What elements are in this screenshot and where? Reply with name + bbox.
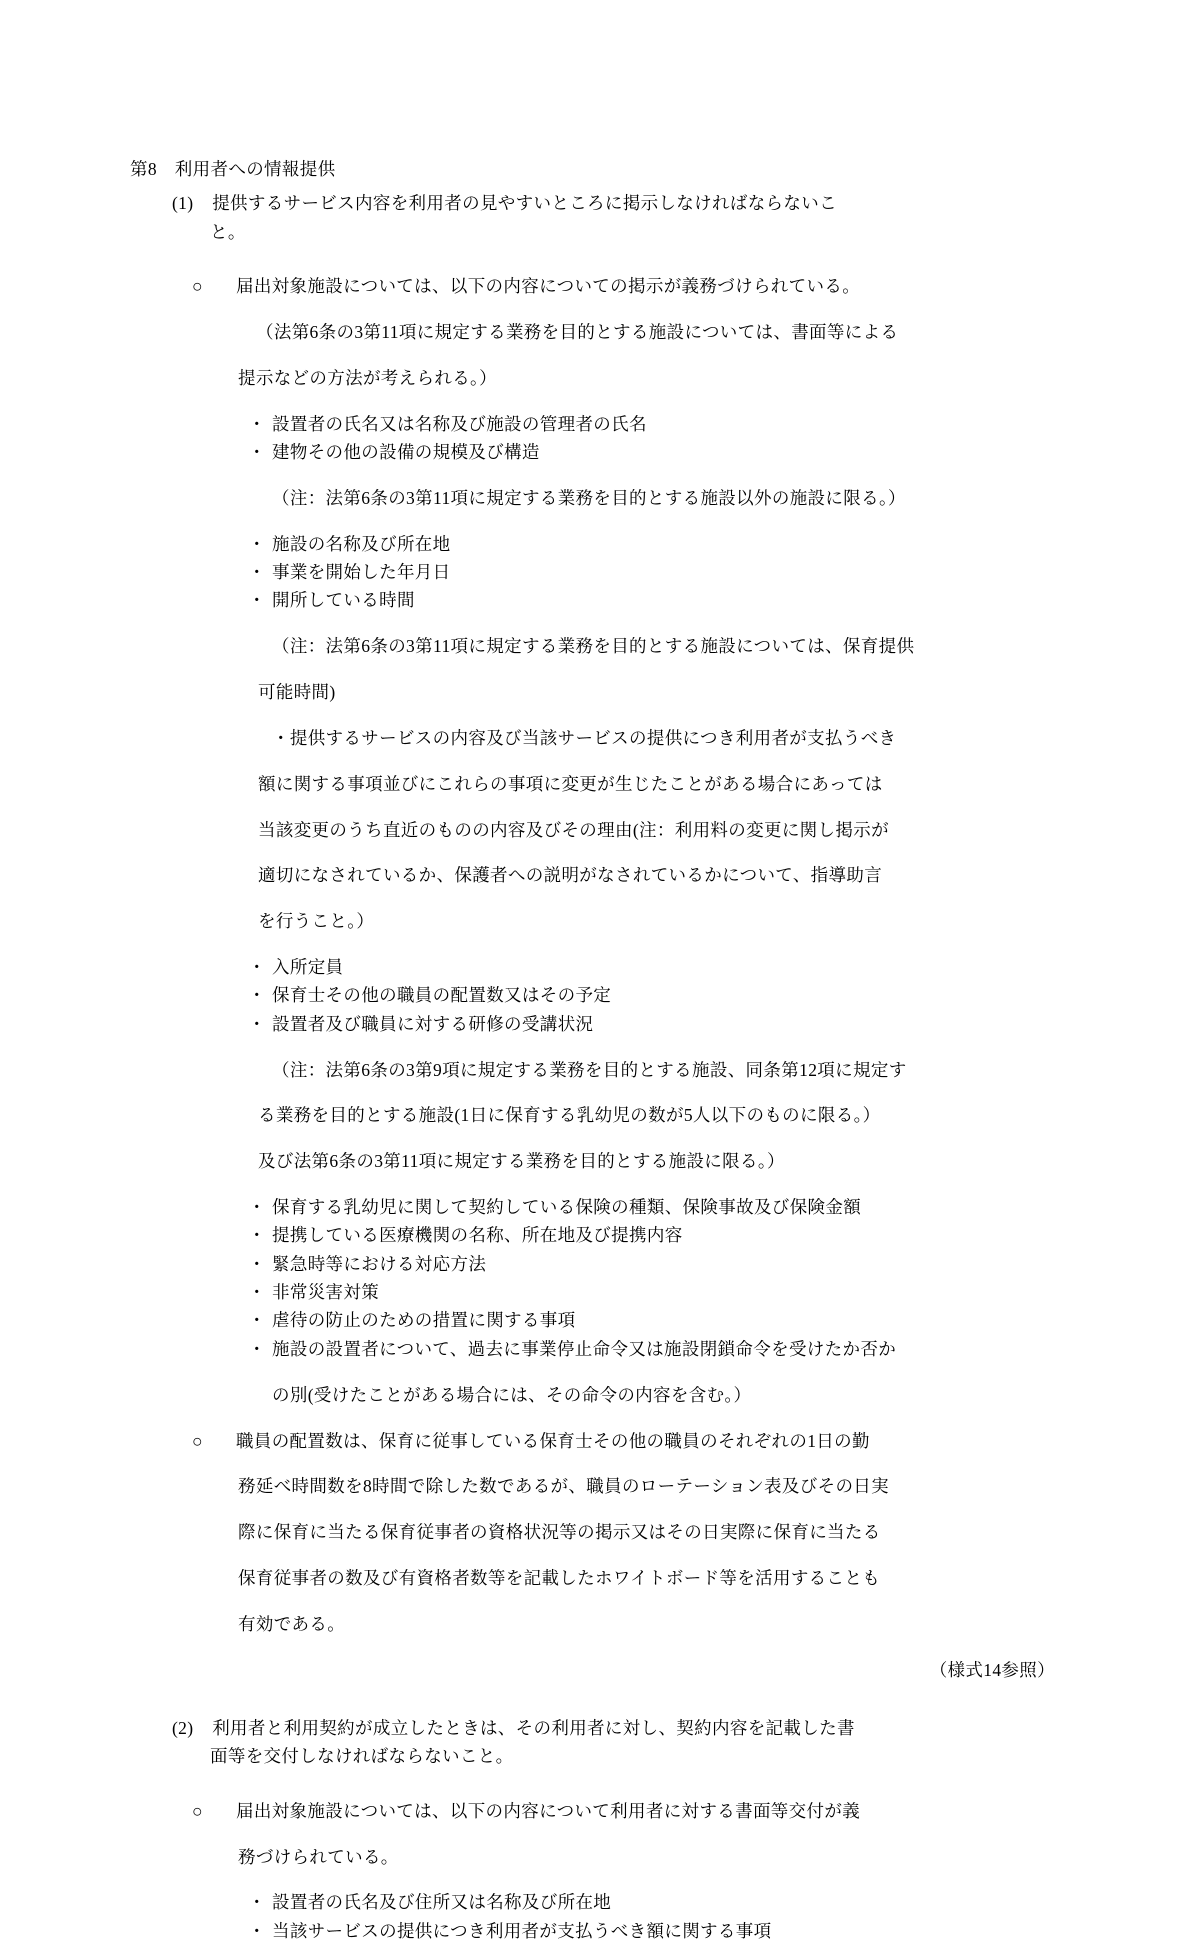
clause-1-note-2b: 可能時間)	[258, 681, 336, 702]
clause-2-lead-2: 務づけられている。	[238, 1846, 399, 1867]
list-item: ・ 設置者の氏名又は名称及び施設の管理者の氏名	[250, 410, 1061, 438]
clause-1-second-2: 務延べ時間数を8時間で除した数であるが、職員のローテーション表及びその日実	[238, 1476, 889, 1497]
list-item: ・ 施設の名称及び所在地	[250, 530, 1061, 558]
clause-1-line-2: と。	[210, 221, 246, 242]
clause-2-number: (2)	[172, 1718, 194, 1739]
clause-1-inner-3: 当該変更のうち直近のものの内容及びその理由(注：利用料の変更に関し掲示が	[258, 819, 889, 840]
page-title: 第8 利用者への情報提供	[130, 159, 336, 179]
clause-2-line-2: 面等を交付しなければならないこと。	[210, 1746, 514, 1767]
clause-1-inner-2: 額に関する事項並びにこれらの事項に変更が生じたことがある場合にあっては	[258, 773, 883, 794]
clause-1-lead-3: 提示などの方法が考えられる。）	[238, 367, 497, 388]
list-item: ・ 虐待の防止のための措置に関する事項	[250, 1306, 1061, 1334]
clause-1-second-5: 有効である。	[238, 1613, 346, 1634]
clause-1-inner-4: 適切になされているか、保護者への説明がなされているかについて、指導助言	[258, 865, 883, 886]
clause-1-note-3c: 及び法第6条の3第11項に規定する業務を目的とする施設に限る。）	[258, 1151, 785, 1172]
clause-1-text-1: 提供するサービス内容を利用者の見やすいところに掲示しなければならないこ	[212, 193, 837, 214]
clause-1-line-1	[172, 189, 1061, 217]
list-item: ・ 設置者の氏名及び住所又は名称及び所在地	[250, 1888, 1061, 1916]
clause-1	[130, 189, 1061, 246]
clause-2-line-1	[172, 1714, 1061, 1742]
list-item: ・ 非常災害対策	[250, 1278, 1061, 1306]
clause-1-item-list-4	[236, 1193, 1061, 1363]
circle-marker-icon: ○	[192, 1430, 203, 1451]
clause-1-circle-item-2	[192, 1427, 1061, 1639]
clause-1-second-3: 際に保育に当たる保育従事者の資格状況等の掲示又はその日実際に保育に当たる	[238, 1522, 881, 1543]
list-item: ・ 施設の設置者について、過去に事業停止命令又は施設閉鎖命令を受けたか否か	[250, 1335, 1061, 1363]
list-item: ・ 建物その他の設備の規模及び構造	[250, 438, 1061, 466]
circle-marker-icon: ○	[192, 1800, 203, 1821]
list-item: ・ 設置者及び職員に対する研修の受講状況	[250, 1010, 1061, 1038]
clause-2-item-list	[236, 1888, 1061, 1945]
list-item: ・ 当該サービスの提供につき利用者が支払うべき額に関する事項	[250, 1917, 1061, 1945]
circle-marker-icon: ○	[192, 276, 203, 297]
clause-2-circle-item	[192, 1797, 1061, 1945]
clause-1-number: (1)	[172, 193, 194, 214]
clause-1-note-1: （注：法第6条の3第11項に規定する業務を目的とする施設以外の施設に限る。）	[272, 487, 906, 508]
clause-1-item-list-2	[236, 530, 1061, 615]
clause-1-inner-5: を行うこと。）	[258, 911, 375, 932]
clause-1-second-4: 保育従事者の数及び有資格者数等を記載したホワイトボード等を活用することも	[238, 1568, 881, 1589]
clause-2-lead-1: 届出対象施設については、以下の内容について利用者に対する書面等交付が義	[236, 1800, 861, 1821]
clause-1-item-list-3	[236, 953, 1061, 1038]
form-reference: （様式14参照）	[929, 1659, 1055, 1680]
list-item: ・ 開所している時間	[250, 586, 1061, 614]
clause-1-item-list	[236, 410, 1061, 467]
clause-1-block	[192, 272, 1061, 1684]
clause-1-inner-1: ・提供するサービスの内容及び当該サービスの提供につき利用者が支払うべき	[272, 727, 897, 748]
document-body	[130, 155, 1061, 1945]
clause-1-lead-1: 届出対象施設については、以下の内容についての掲示が義務づけられている。	[236, 276, 861, 297]
clause-1-circle-item	[192, 272, 1061, 1409]
clause-1-note-2a: （注：法第6条の3第11項に規定する業務を目的とする施設については、保育提供	[272, 636, 915, 657]
list-item: ・ 提携している医療機関の名称、所在地及び提携内容	[250, 1221, 1061, 1249]
clause-1-item-24-cont: の別(受けたことがある場合には、その命令の内容を含む。）	[272, 1384, 752, 1405]
clause-2-text-1: 利用者と利用契約が成立したときは、その利用者に対し、契約内容を記載した書	[212, 1718, 855, 1739]
list-item: ・ 事業を開始した年月日	[250, 558, 1061, 586]
clause-1-note-3a: （注：法第6条の3第9項に規定する業務を目的とする施設、同条第12項に規定す	[272, 1059, 907, 1080]
clause-1-second-1: 職員の配置数は、保育に従事している保育士その他の職員のそれぞれの1日の勤	[236, 1430, 870, 1451]
clause-2-block	[192, 1797, 1061, 1945]
list-item: ・ 緊急時等における対応方法	[250, 1250, 1061, 1278]
clause-1-note-3b: る業務を目的とする施設(1日に保育する乳幼児の数が5人以下のものに限る。）	[258, 1105, 881, 1126]
list-item: ・ 保育する乳幼児に関して契約している保険の種類、保険事故及び保険金額	[250, 1193, 1061, 1221]
list-item: ・ 入所定員	[250, 953, 1061, 981]
clause-1-lead-2: （法第6条の3第11項に規定する業務を目的とする施設については、書面等による	[256, 321, 899, 342]
list-item: ・ 保育士その他の職員の配置数又はその予定	[250, 981, 1061, 1009]
clause-2	[130, 1714, 1061, 1771]
